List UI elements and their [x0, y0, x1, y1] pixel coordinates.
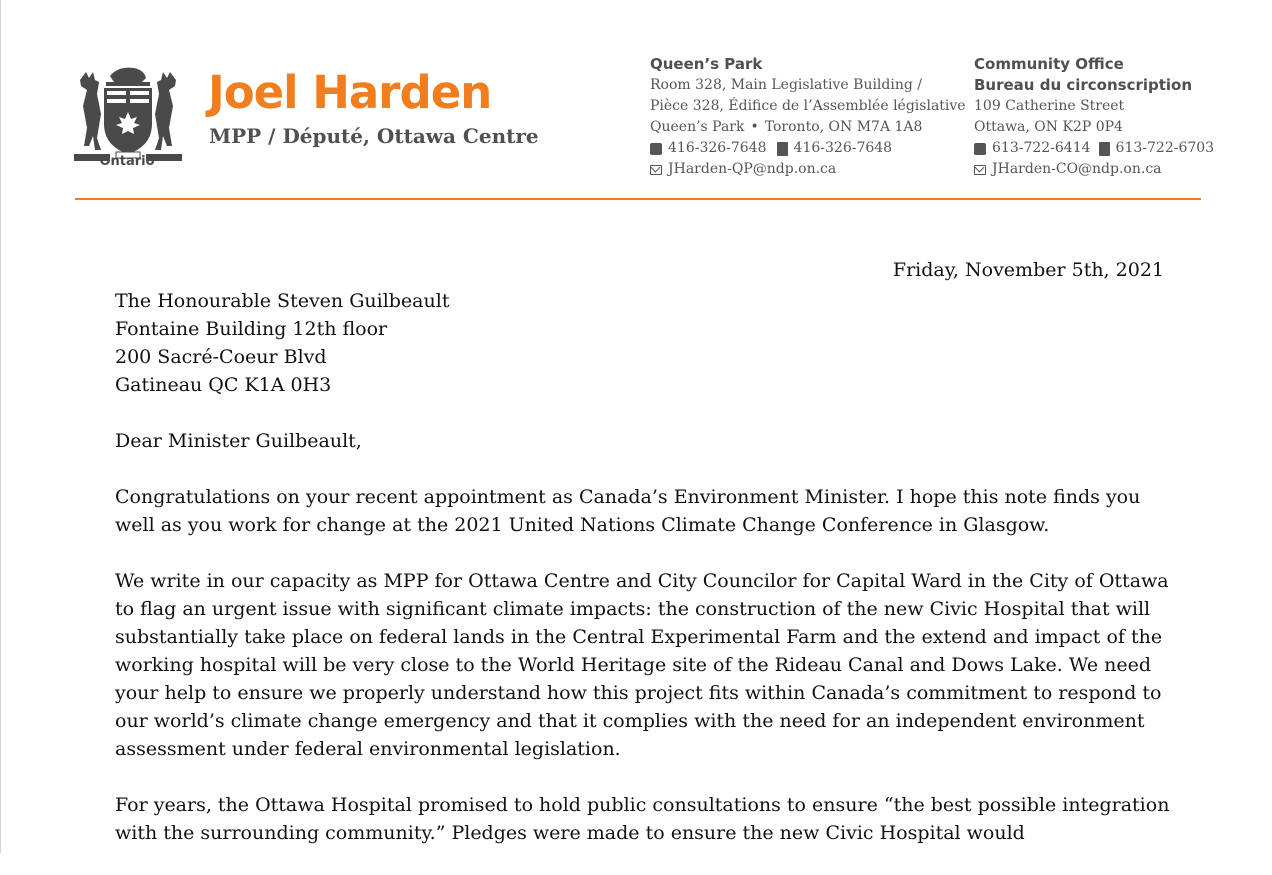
- email-icon: [974, 165, 986, 175]
- address-line: Gatineau QC K1A 0H3: [115, 374, 332, 396]
- fax-icon: [777, 142, 788, 156]
- queens-park-label: Queen’s Park: [650, 119, 745, 135]
- letter-body: [115, 287, 1175, 875]
- queens-park-city: Toronto, ON M7A 1A8: [764, 119, 923, 135]
- community-phone: 613-722-6414: [992, 140, 1091, 156]
- email-icon: [650, 165, 662, 175]
- fax-icon: [1099, 142, 1110, 156]
- address-line: 200 Sacré-Coeur Blvd: [115, 346, 327, 368]
- queens-park-phones: [650, 138, 966, 159]
- community-line1: 109 Catherine Street: [974, 98, 1125, 114]
- paragraph: For years, the Ottawa Hospital promised to hold public consultations to ensure “the best possible integration with the surrounding community.” Pledges were made to ensure the new Civic Hospital would: [115, 794, 1170, 844]
- queens-park-line3: [650, 117, 966, 138]
- community-phones: [974, 138, 1214, 159]
- letter-date: Friday, November 5th, 2021: [892, 259, 1164, 281]
- community-heading: Community Office: [974, 55, 1124, 73]
- page-edge: [0, 0, 1, 853]
- mpp-role: MPP / Député, Ottawa Centre: [209, 124, 539, 148]
- phone-icon: [974, 143, 986, 155]
- queens-park-email-row: [650, 159, 966, 180]
- mpp-name: Joel Harden: [208, 66, 492, 119]
- queens-park-line2: Pièce 328, Édifice de l’Assemblée législative: [650, 98, 966, 114]
- queens-park-email[interactable]: JHarden-QP@ndp.on.ca: [668, 161, 837, 177]
- queens-park-fax: 416-326-7648: [793, 140, 893, 156]
- phone-icon: [650, 143, 662, 155]
- queens-park-phone: 416-326-7648: [668, 140, 767, 156]
- address-line: The Honourable Steven Guilbeault: [115, 290, 450, 312]
- queens-park-line1: Room 328, Main Legislative Building /: [650, 77, 922, 93]
- queens-park-office: [650, 54, 966, 180]
- paragraph: Congratulations on your recent appointment as Canada’s Environment Minister. I hope this note finds you well as you work for change at the 2021 United Nations Climate Change Conference in Glasgow.: [115, 486, 1141, 536]
- bullet-separator: •: [750, 119, 759, 135]
- queens-park-heading: Queen’s Park: [650, 55, 763, 73]
- header-divider: [75, 198, 1201, 200]
- ontario-wordmark: Ontario: [99, 154, 155, 169]
- community-fax: 613-722-6703: [1115, 140, 1215, 156]
- paragraph: We write in our capacity as MPP for Ottawa Centre and City Councilor for Capital Ward in the City of Ottawa to flag an urgent issue with significant climate impacts: the construction of the new Civic Hospital that will substantially take place on federal lands in the Central Experimental Farm and the extend and impact of the working hospital will be very close to the World Heritage site of the Rideau Canal and Dows Lake. We need your help to ensure we properly understand how this project fits within Canada’s commitment to respond to our world’s climate change emergency and that it complies with the need for an independent environment assessment under federal environmental legislation.: [115, 570, 1169, 760]
- community-office: [974, 54, 1214, 180]
- community-email[interactable]: JHarden-CO@ndp.on.ca: [992, 161, 1162, 177]
- community-email-row: [974, 159, 1214, 180]
- salutation: Dear Minister Guilbeault,: [115, 430, 362, 452]
- community-heading-fr: Bureau du circonscription: [974, 76, 1193, 94]
- address-line: Fontaine Building 12th floor: [115, 318, 388, 340]
- community-line2: Ottawa, ON K2P 0P4: [974, 119, 1123, 135]
- recipient-address: [115, 287, 1175, 399]
